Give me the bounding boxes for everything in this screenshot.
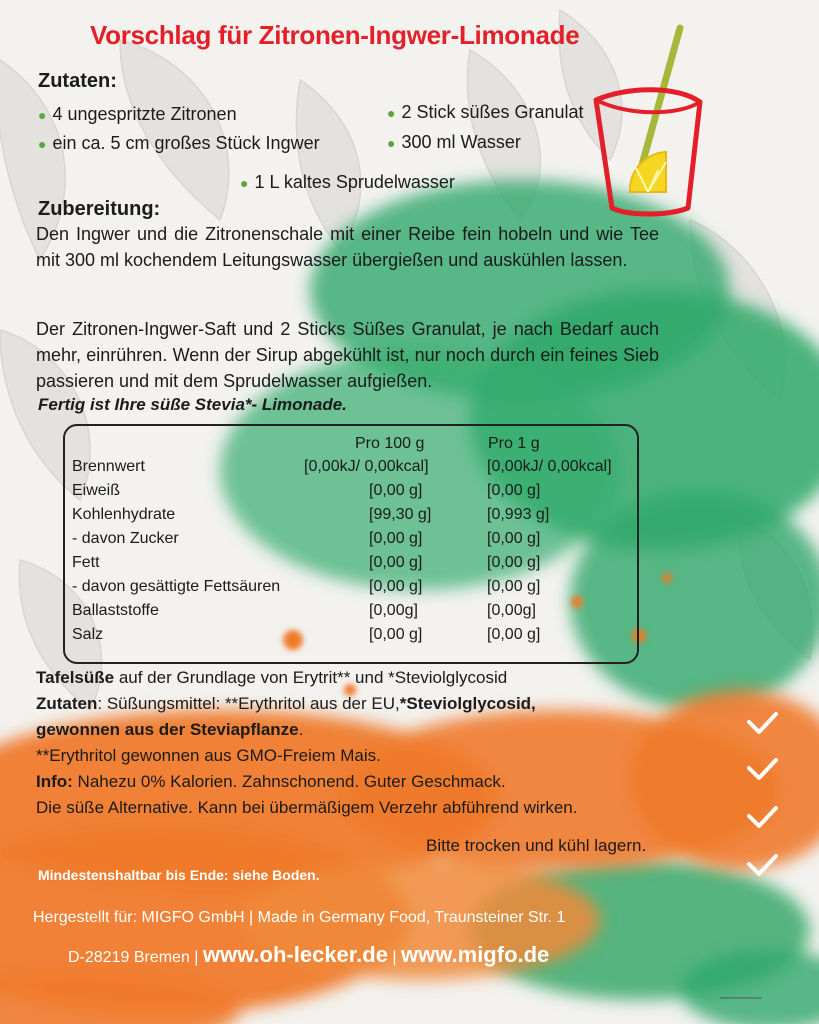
checkmark-icon [743, 754, 781, 784]
nutrition-label: Kohlenhydrate [72, 506, 176, 523]
checkmark-icon [743, 850, 781, 880]
nutrition-value-per1: [0,00 g] [487, 626, 541, 643]
preparation-paragraph-2: Der Zitronen-Ingwer-Saft und 2 Sticks Süßes Granulat, je nach Bedarf auch mehr, einrühren. Wenn der Sirup abgekühlt ist, nur noch durch ein feines Sieb passieren und mit dem Sprudelwasser aufgießen. [36, 319, 659, 391]
storage-note: Bitte trocken und kühl lagern. [426, 836, 647, 855]
nutrition-value-per100: [0,00g] [369, 602, 418, 619]
bullet-icon: ● [240, 175, 249, 191]
info-line-stevia: gewonnen aus der Steviapflanze. [36, 720, 304, 739]
nutrition-value-per1: [0,00 g] [487, 530, 541, 547]
nutrition-label: Ballaststoffe [72, 602, 159, 619]
bullet-icon: ● [387, 135, 396, 151]
nutrition-label: Brennwert [72, 458, 145, 475]
url-separator: | [392, 949, 397, 966]
manufacturer-line: Hergestellt für: MIGFO GmbH | Made in Germany Food, Traunsteiner Str. 1 [33, 909, 566, 926]
column-header-per1: Pro 1 g [488, 435, 540, 452]
nutrition-value-per100: [0,00 g] [369, 578, 423, 595]
info-line-kalorien: Info: Nahezu 0% Kalorien. Zahnschonend. Guter Geschmack. [36, 772, 506, 791]
nutrition-value-per1: [0,993 g] [487, 506, 550, 523]
preparation-closing: Fertig ist Ihre süße Stevia*- Limonade. [38, 395, 347, 414]
ingredient-item: ● 1 L kaltes Sprudelwasser [240, 172, 455, 192]
nutrition-label: Salz [72, 626, 104, 643]
nutrition-value-per1: [0,00 g] [487, 578, 541, 595]
nutrition-value-per100: [0,00kJ/ 0,00kcal] [304, 458, 429, 475]
nutrition-value-per100: [0,00 g] [369, 530, 423, 547]
ingredient-item: ● 4 ungespritzte Zitronen [38, 104, 237, 124]
info-line-zutaten: Zutaten: Süßungsmittel: **Erythritol aus der EU,*Steviolglycosid, [36, 694, 536, 713]
info-line-erythritol: **Erythritol gewonnen aus GMO-Freiem Mais. [36, 746, 381, 765]
checkmark-icon [743, 708, 781, 738]
nutrition-value-per1: [0,00 g] [487, 482, 541, 499]
preparation-heading: Zubereitung: [38, 198, 161, 220]
address-line [68, 942, 549, 968]
nutrition-value-per100: [0,00 g] [369, 626, 423, 643]
website-link-oh-lecker[interactable]: www.oh-lecker.de [202, 942, 388, 967]
lemonade-glass-icon [588, 22, 708, 217]
nutrition-value-per1: [0,00g] [487, 602, 536, 619]
ingredients-heading: Zutaten: [38, 70, 117, 92]
column-header-per100: Pro 100 g [355, 435, 425, 452]
ingredient-item: ● 2 Stick süßes Granulat [387, 102, 584, 122]
bullet-icon: ● [38, 107, 47, 123]
nutrition-label: Eiweiß [72, 482, 121, 499]
website-link-migfo[interactable]: www.migfo.de [401, 942, 550, 967]
bullet-icon: ● [387, 105, 396, 121]
nutrition-label: Fett [72, 554, 100, 571]
nutrition-value-per1: [0,00 g] [487, 554, 541, 571]
bullet-icon: ● [38, 136, 47, 152]
ingredient-item: ● ein ca. 5 cm großes Stück Ingwer [38, 133, 320, 153]
nutrition-label: - davon gesättigte Fettsäuren [72, 578, 281, 595]
nutrition-value-per1: [0,00kJ/ 0,00kcal] [487, 458, 612, 475]
best-before-note: Mindestenshaltbar bis Ende: siehe Boden. [38, 867, 320, 883]
nutrition-value-per100: [0,00 g] [369, 554, 423, 571]
ingredient-item: ● 300 ml Wasser [387, 132, 521, 152]
page-title: Vorschlag für Zitronen-Ingwer-Limonade [90, 20, 580, 50]
preparation-paragraph-1: Den Ingwer und die Zitronenschale mit einer Reibe fein hobeln und wie Tee mit 300 ml kochendem Leitungswasser übergießen und auskühlen lassen. [36, 224, 659, 270]
info-line-alternative: Die süße Alternative. Kann bei übermäßigem Verzehr abführend wirken. [36, 798, 578, 817]
city: D-28219 Bremen | [68, 949, 199, 966]
nutrition-value-per100: [99,30 g] [369, 506, 432, 523]
nutrition-value-per100: [0,00 g] [369, 482, 423, 499]
checkmark-icon [743, 802, 781, 832]
nutrition-label: - davon Zucker [72, 530, 179, 547]
info-line-tafelsuesse: Tafelsüße auf der Grundlage von Erytrit** und *Steviolglycosid [36, 668, 508, 687]
